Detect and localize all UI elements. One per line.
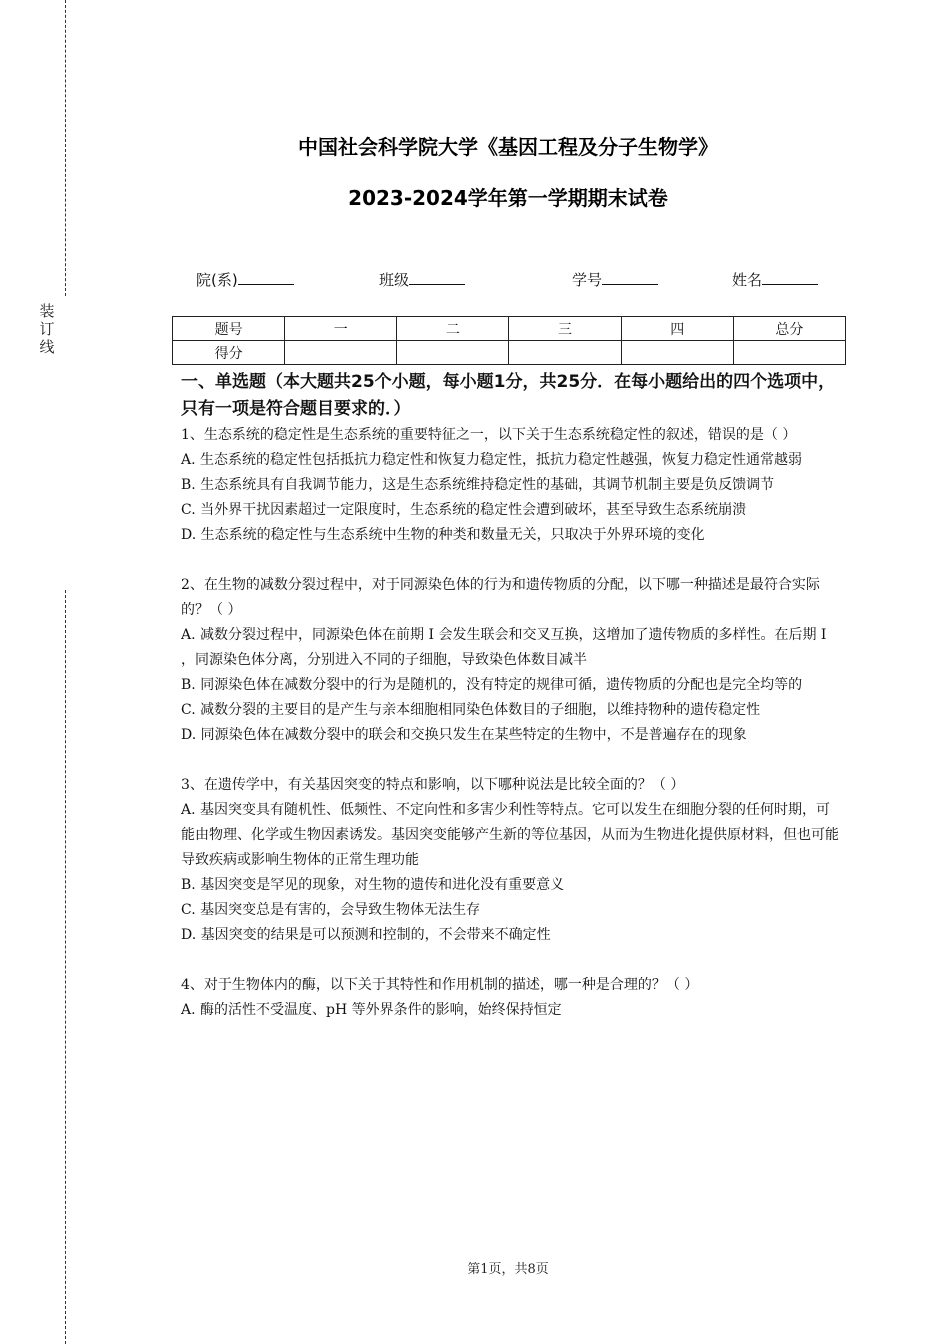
exam-title-line1: 中国社会科学院大学《基因工程及分子生物学》 — [298, 135, 718, 159]
page-number: 第1页，共8页 — [467, 1262, 549, 1277]
option-b: B. 基因突变是罕见的现象，对生物的遗传和进化没有重要意义 — [181, 877, 565, 893]
option-a: A. 减数分裂过程中，同源染色体在前期 I 会发生联会和交叉互换，这增加了遗传物质的多样性。在后期 I ，同源染色体分离，分别进入不同的子细胞，导致染色体数目减半 — [181, 627, 827, 668]
class-blank[interactable] — [409, 270, 465, 285]
option-d: D. 生态系统的稳定性与生态系统中生物的种类和数量无关，只取决于外界环境的变化 — [181, 527, 705, 543]
option-b: B. 生态系统具有自我调节能力，这是生态系统维持稳定性的基础，其调节机制主要是负反馈调节 — [181, 477, 775, 493]
score-table-column: 二 — [397, 317, 509, 341]
binding-label — [38, 302, 56, 356]
option-c: C. 当外界干扰因素超过一定限度时，生态系统的稳定性会遭到破坏，甚至导致生态系统崩溃 — [181, 502, 747, 518]
section-heading: 一、单选题（本大题共25个小题，每小题1分，共25分．在每小题给出的四个选项中，只有一项是符合题目要求的．） — [181, 372, 836, 419]
score-table-row-label: 得分 — [173, 341, 285, 365]
option-c: C. 基因突变总是有害的，会导致生物体无法生存 — [181, 902, 481, 918]
department-field[interactable] — [196, 269, 294, 290]
score-cell[interactable] — [509, 341, 621, 365]
question-stem: 3、在遗传学中，有关基因突变的特点和影响，以下哪种说法是比较全面的？（ ） — [181, 777, 685, 793]
score-table-column: 三 — [509, 317, 621, 341]
department-label: 院(系) — [196, 271, 238, 289]
question-1 — [181, 423, 841, 548]
option-b: B. 同源染色体在减数分裂中的行为是随机的，没有特定的规律可循，遗传物质的分配也是完全均等的 — [181, 677, 803, 693]
score-cell[interactable] — [397, 341, 509, 365]
score-table-header-row — [173, 317, 846, 341]
name-field[interactable] — [732, 269, 818, 290]
binding-line-bottom — [65, 590, 66, 1344]
score-table-score-row — [173, 341, 846, 365]
question-4 — [181, 973, 841, 1023]
question-stem: 4、对于生物体内的酶，以下关于其特性和作用机制的描述，哪一种是合理的？（ ） — [181, 977, 699, 993]
student-id-field[interactable] — [572, 269, 658, 290]
class-field[interactable] — [379, 269, 465, 290]
score-table-column: 总分 — [733, 317, 845, 341]
option-a: A. 酶的活性不受温度、pH 等外界条件的影响，始终保持恒定 — [181, 1002, 562, 1018]
score-table — [172, 316, 846, 365]
binding-char: 线 — [39, 338, 55, 356]
department-blank[interactable] — [238, 270, 294, 285]
option-d: D. 基因突变的结果是可以预测和控制的，不会带来不确定性 — [181, 927, 551, 943]
student-id-blank[interactable] — [602, 270, 658, 285]
class-label: 班级 — [379, 271, 410, 289]
score-cell[interactable] — [621, 341, 733, 365]
exam-title-line2: 2023-2024学年第一学期期末试卷 — [348, 186, 668, 210]
option-d: D. 同源染色体在减数分裂中的联会和交换只发生在某些特定的生物中，不是普遍存在的现象 — [181, 727, 747, 743]
question-3 — [181, 773, 841, 948]
question-2 — [181, 573, 841, 748]
option-a: A. 生态系统的稳定性包括抵抗力稳定性和恢复力稳定性，抵抗力稳定性越强，恢复力稳定性通常越弱 — [181, 452, 803, 468]
binding-char: 订 — [39, 320, 55, 338]
score-table-column: 四 — [621, 317, 733, 341]
score-table-header-label: 题号 — [173, 317, 285, 341]
score-table-column: 一 — [285, 317, 397, 341]
binding-char: 装 — [39, 302, 55, 320]
score-cell[interactable] — [285, 341, 397, 365]
option-a: A. 基因突变具有随机性、低频性、不定向性和多害少利性等特点。它可以发生在细胞分裂的任何时期，可能由物理、化学或生物因素诱发。基因突变能够产生新的等位基因，从而为生物进化提供原材料，但也可能导致疾病或影响生物体的正常生理功能 — [181, 802, 839, 868]
option-c: C. 减数分裂的主要目的是产生与亲本细胞相同染色体数目的子细胞，以维持物种的遗传稳定性 — [181, 702, 761, 718]
question-stem: 1、生态系统的稳定性是生态系统的重要特征之一，以下关于生态系统稳定性的叙述，错误的是（ ） — [181, 427, 797, 443]
student-id-label: 学号 — [572, 271, 603, 289]
name-label: 姓名 — [732, 271, 763, 289]
score-cell[interactable] — [733, 341, 845, 365]
exam-content — [181, 369, 841, 1023]
question-stem: 2、在生物的减数分裂过程中，对于同源染色体的行为和遗传物质的分配，以下哪一种描述是最符合实际的？（ ） — [181, 577, 820, 618]
name-blank[interactable] — [762, 270, 818, 285]
